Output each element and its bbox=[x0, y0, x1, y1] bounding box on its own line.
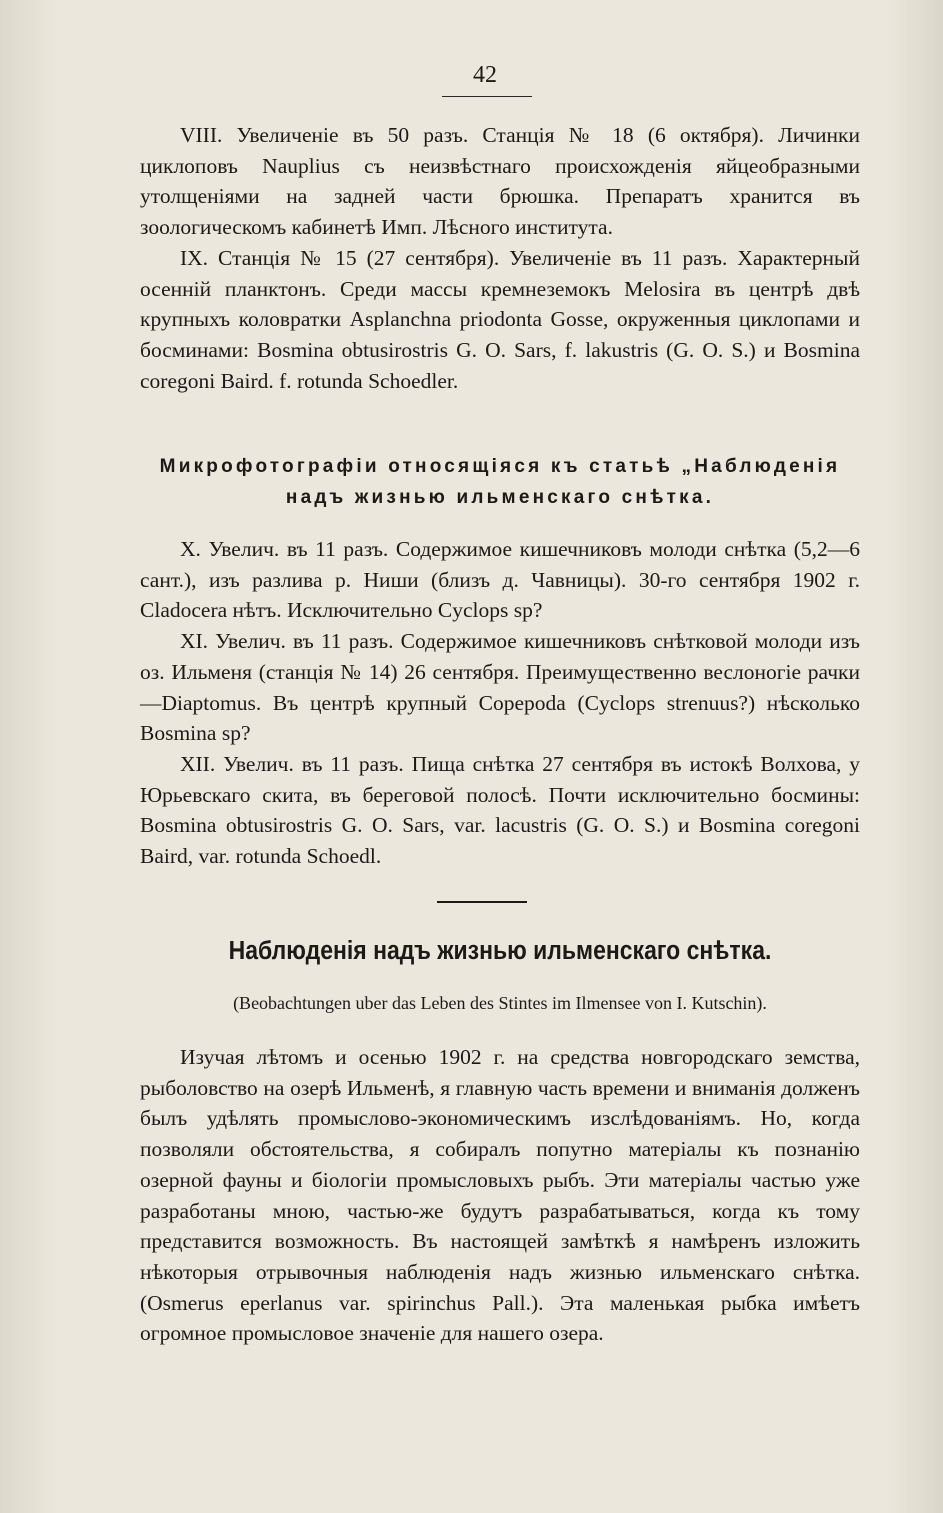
plate-caption-xi: XI. Увелич. въ 11 разъ. Содержимое кишечниковъ снѣтковой молоди изъ оз. Ильменя (станція № 14) 26 сентября. Преимущественно веслоногіе рачки—Diaptomus. Въ центрѣ крупный Copepoda (Cyclops strenuus?) нѣсколько Bosmina sp? bbox=[140, 629, 860, 746]
page-number: 42 bbox=[473, 62, 497, 88]
microphoto-heading: Микрофотографіи относящіяся къ статьѣ „Наблюденія надъ жизнью ильменскаго снѣтка. bbox=[159, 456, 841, 508]
page-number-underline bbox=[442, 96, 532, 97]
plate-caption-ix: IX. Станція № 15 (27 сентября). Увеличеніе въ 11 разъ. Характерный осенній планктонъ. Среди массы кремнеземокъ Melosira въ центрѣ двѣ крупныхъ коловратки Asplanchna priodonta Gosse, окруженныя циклопами и босминами: Bosmina obtusirostris G. O. Sars, f. lakustris (G. O. S.) и Bosmina coregoni Baird. f. rotunda Schoedler. bbox=[140, 245, 860, 393]
plates-block-a bbox=[140, 120, 860, 396]
plate-caption-xii: XII. Увелич. въ 11 разъ. Пища снѣтка 27 сентября въ истокѣ Волхова, у Юрьевскаго скита, въ береговой полосѣ. Почти исключительно босмины: Bosmina obtusirostris G. O. Sars, var. lacustris (G. O. S.) и Bosmina coregoni Baird, var. rotunda Schoedl. bbox=[140, 751, 860, 869]
plate-caption-x: X. Увелич. въ 11 разъ. Содержимое кишечниковъ молоди снѣтка (5,2—6 сант.), изъ разлива р. Ниши (близъ д. Чавницы). 30-го сентября 1902 г. Cladocera нѣтъ. Исключительно Cyclops sp? bbox=[140, 537, 860, 623]
plate-caption-viii: VIII. Увеличеніе въ 50 разъ. Станція № 18 (6 октября). Личинки циклоповъ Nauplius съ неизвѣстнаго происхожденія яйцеобразными утолщеніями на задней части брюшка. Препаратъ хранится въ зоологическомъ кабинетѣ Имп. Лѣсного института. bbox=[140, 123, 860, 240]
section-divider bbox=[437, 901, 527, 903]
plates-block-b bbox=[140, 534, 860, 872]
article-body bbox=[140, 1042, 860, 1349]
article-title: Наблюденія надъ жизнью ильменскаго снѣтка. bbox=[228, 935, 772, 965]
article-paragraph: Изучая лѣтомъ и осенью 1902 г. на средства новгородскаго земства, рыболовство на озерѣ Ильменѣ, я главную часть времени и вниманія долженъ былъ удѣлять промыслово-экономическимъ изслѣдованіямъ. Но, когда позволяли обстоятельства, я собиралъ попутно матеріалы къ познанію озерной фауны и біологіи промысловыхъ рыбъ. Эти матеріалы частью уже разработаны мною, частью-же будутъ разрабатываться, когда къ тому представится возможность. Въ настоящей замѣткѣ я намѣренъ изложить нѣкоторыя отрывочныя наблюденія надъ жизнью ильменскаго снѣтка. (Osmerus eperlanus var. spirinchus Pall.). Эта маленькая рыбка имѣетъ огромное промысловое значеніе для нашего озера. bbox=[140, 1045, 860, 1346]
article-subtitle: (Beobachtungen uber das Leben des Stintes im Ilmensee von I. Kutschin). bbox=[233, 993, 767, 1013]
